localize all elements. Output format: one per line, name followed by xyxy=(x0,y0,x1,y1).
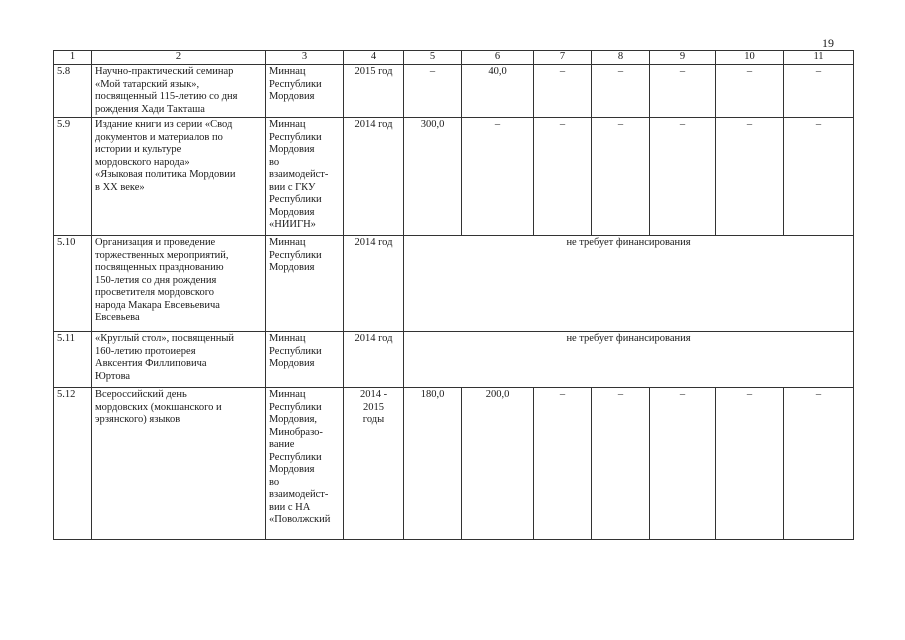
amount-cell-5: – xyxy=(404,65,462,118)
amount-cell-9: – xyxy=(650,388,716,540)
amount-cell-10: – xyxy=(716,118,784,236)
executor-line: Республики xyxy=(269,78,322,90)
event-title-cell xyxy=(92,332,266,388)
executor-cell xyxy=(266,65,344,118)
executor-line: во xyxy=(269,476,280,488)
column-header: 7 xyxy=(534,51,592,65)
budget-table xyxy=(53,50,854,540)
event-title-cell xyxy=(92,118,266,236)
executor-cell xyxy=(266,332,344,388)
header-row xyxy=(54,51,854,65)
event-title-cell xyxy=(92,388,266,540)
event-title-line: документов и материалов по xyxy=(95,131,223,143)
period-cell xyxy=(344,118,404,236)
executor-line: Минобразо- xyxy=(269,426,323,438)
row-number-cell: 5.11 xyxy=(54,332,92,388)
executor-line: Мордовия xyxy=(269,144,315,155)
amount-cell-6: 200,0 xyxy=(462,388,534,540)
event-title-line: Евсевьева xyxy=(95,312,140,323)
event-title-line: Юртова xyxy=(95,370,131,382)
executor-line: взаимодейст- xyxy=(269,169,329,180)
event-title-cell xyxy=(92,236,266,332)
event-title-line: Научно-практический семинар xyxy=(95,66,234,77)
amount-cell-11: – xyxy=(784,118,854,236)
amount-cell-8: – xyxy=(592,118,650,236)
column-header: 9 xyxy=(650,51,716,65)
event-title-line: Всероссийский день xyxy=(95,389,187,400)
executor-line: взаимодейст- xyxy=(269,489,329,500)
event-title-line: в XX веке» xyxy=(95,181,145,193)
executor-line: Мордовия xyxy=(269,464,315,475)
period-line: 2014 год xyxy=(354,333,393,344)
table-row xyxy=(54,236,854,332)
event-title-line: посвященный 115-летию со дня xyxy=(95,91,238,102)
event-title-line: мордовских (мокшанского и xyxy=(95,401,222,413)
executor-line: Миннац xyxy=(269,237,306,248)
column-header: 3 xyxy=(266,51,344,65)
executor-line: Республики xyxy=(269,345,322,357)
executor-line: Мордовия xyxy=(269,91,315,102)
executor-line: «Поволжский xyxy=(269,514,331,525)
table-body xyxy=(54,51,854,540)
executor-cell xyxy=(266,388,344,540)
executor-line: вии с НА xyxy=(269,501,311,513)
amount-cell-11: – xyxy=(784,388,854,540)
executor-line: Республики xyxy=(269,451,322,463)
amount-cell-8: – xyxy=(592,388,650,540)
amount-cell-11: – xyxy=(784,65,854,118)
event-title-line: эрзянского) языков xyxy=(95,414,181,425)
executor-line: Миннац xyxy=(269,66,306,77)
row-number-cell: 5.12 xyxy=(54,388,92,540)
row-number-cell: 5.9 xyxy=(54,118,92,236)
funding-note-cell: не требует финансирования xyxy=(404,236,854,332)
column-header: 4 xyxy=(344,51,404,65)
executor-cell xyxy=(266,236,344,332)
executor-line: Республики xyxy=(269,194,322,205)
executor-line: Мордовия, xyxy=(269,414,318,425)
event-title-line: мордовского народа» xyxy=(95,156,190,168)
event-title-line: Авксентия Филлиповича xyxy=(95,358,207,369)
amount-cell-10: – xyxy=(716,65,784,118)
executor-cell xyxy=(266,118,344,236)
amount-cell-10: – xyxy=(716,388,784,540)
executor-line: Миннац xyxy=(269,119,306,130)
executor-line: вии с ГКУ xyxy=(269,181,316,193)
column-header: 6 xyxy=(462,51,534,65)
column-header: 11 xyxy=(784,51,854,65)
event-title-line: рождения Хади Такташа xyxy=(95,103,205,115)
period-line: 2015 год xyxy=(354,66,393,77)
table-row xyxy=(54,118,854,236)
row-number-cell: 5.8 xyxy=(54,65,92,118)
executor-line: Мордовия xyxy=(269,262,315,273)
event-title-line: «Языковая политика Мордовии xyxy=(95,169,236,180)
amount-cell-5: 180,0 xyxy=(404,388,462,540)
executor-line: Республики xyxy=(269,401,322,413)
executor-line: Республики xyxy=(269,249,322,261)
period-line: 2014 год xyxy=(354,119,393,130)
executor-line: вание xyxy=(269,439,295,450)
column-header: 10 xyxy=(716,51,784,65)
column-header: 2 xyxy=(92,51,266,65)
column-header: 5 xyxy=(404,51,462,65)
executor-line: Республики xyxy=(269,131,322,143)
period-cell xyxy=(344,332,404,388)
period-cell xyxy=(344,65,404,118)
executor-line: во xyxy=(269,156,280,168)
event-title-line: торжественных мероприятий, xyxy=(95,249,229,261)
amount-cell-7: – xyxy=(534,65,592,118)
amount-cell-7: – xyxy=(534,118,592,236)
funding-note-cell: не требует финансирования xyxy=(404,332,854,388)
column-header: 1 xyxy=(54,51,92,65)
page-number: 19 xyxy=(822,36,834,50)
amount-cell-7: – xyxy=(534,388,592,540)
table-row xyxy=(54,388,854,540)
row-number-cell: 5.10 xyxy=(54,236,92,332)
executor-line: Мордовия xyxy=(269,358,315,369)
table-row xyxy=(54,332,854,388)
period-line: годы xyxy=(362,414,385,425)
executor-line: Мордовия xyxy=(269,206,315,218)
amount-cell-5: 300,0 xyxy=(404,118,462,236)
column-header: 8 xyxy=(592,51,650,65)
event-title-line: 150-летия со дня рождения xyxy=(95,274,217,286)
period-line: 2014 - xyxy=(359,389,388,400)
executor-line: Миннац xyxy=(269,333,306,344)
event-title-line: Издание книги из серии «Свод xyxy=(95,119,233,130)
event-title-cell xyxy=(92,65,266,118)
period-cell xyxy=(344,236,404,332)
table-row xyxy=(54,65,854,118)
amount-cell-8: – xyxy=(592,65,650,118)
event-title-line: «Круглый стол», посвященный xyxy=(95,333,234,344)
event-title-line: «Мой татарский язык», xyxy=(95,78,200,90)
executor-line: «НИИГН» xyxy=(269,219,316,230)
amount-cell-9: – xyxy=(650,118,716,236)
event-title-line: Организация и проведение xyxy=(95,237,216,248)
period-line: 2014 год xyxy=(354,237,393,248)
period-line: 2015 xyxy=(363,401,384,413)
event-title-line: просветителя мордовского xyxy=(95,287,215,298)
executor-line: Миннац xyxy=(269,389,306,400)
event-title-line: народа Макара Евсевьевича xyxy=(95,299,220,311)
period-cell xyxy=(344,388,404,540)
amount-cell-6: – xyxy=(462,118,534,236)
event-title-line: истории и культуре xyxy=(95,144,182,155)
amount-cell-6: 40,0 xyxy=(462,65,534,118)
event-title-line: посвященных празднованию xyxy=(95,262,224,273)
event-title-line: 160-летию протоиерея xyxy=(95,345,196,357)
amount-cell-9: – xyxy=(650,65,716,118)
